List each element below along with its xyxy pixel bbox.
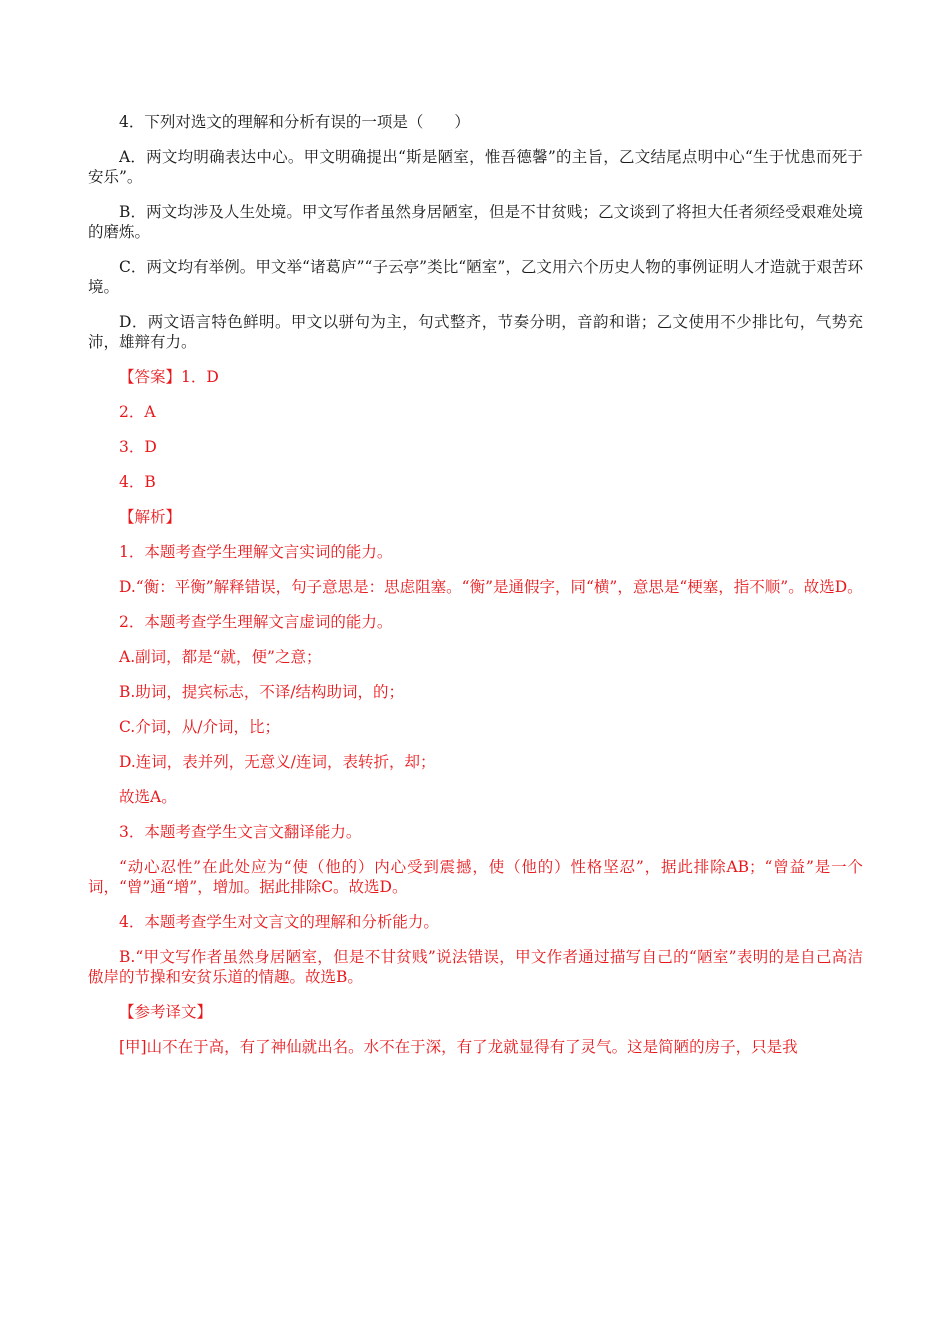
analysis-line: B.助词，提宾标志，不译/结构助词，的；	[119, 683, 405, 701]
answer-2: 2．A	[119, 403, 156, 421]
analysis-line: 1．本题考查学生理解文言实词的能力。	[119, 543, 393, 561]
analysis-line: 故选A。	[119, 788, 177, 806]
analysis-line: 3．本题考查学生文言文翻译能力。	[119, 823, 362, 841]
question-4-option-c: C．两文均有举例。甲文举“诸葛庐”“子云亭”类比“陋室”，乙文用六个历史人物的事例证明人才造就于艰苦环境。	[88, 258, 863, 296]
answer-label: 【答案】	[119, 368, 182, 386]
answer-line	[88, 367, 863, 387]
analysis-line: D.“衡：平衡”解释错误，句子意思是：思虑阻塞。“衡”是通假字，同“横”，意思是“梗塞，指不顺”。故选D。	[119, 578, 863, 596]
question-4-option-a: A．两文均明确表达中心。甲文明确提出“斯是陋室，惟吾德馨”的主旨，乙文结尾点明中心“生于忧患而死于安乐”。	[88, 148, 863, 186]
translation-label: 【参考译文】	[119, 1003, 213, 1021]
analysis-line: “动心忍性”在此处应为“使（他的）内心受到震撼，使（他的）性格坚忍”，据此排除AB；“曾益”是一个词，“曾”通“增”，增加。据此排除C。故选D。	[88, 858, 863, 896]
question-4-option-d: D．两文语言特色鲜明。甲文以骈句为主，句式整齐，节奏分明，音韵和谐；乙文使用不少排比句，气势充沛，雄辩有力。	[88, 313, 863, 351]
answer-3: 3．D	[119, 438, 157, 456]
question-4-option-b: B．两文均涉及人生处境。甲文写作者虽然身居陋室，但是不甘贫贱；乙文谈到了将担大任者须经受艰难处境的磨炼。	[88, 203, 863, 241]
document-body	[88, 112, 863, 1072]
answer-4: 4．B	[119, 473, 156, 491]
question-4-stem: 4．下列对选文的理解和分析有误的一项是（ ）	[119, 113, 470, 131]
analysis-line: C.介词，从/介词，比；	[119, 718, 280, 736]
analysis-label: 【解析】	[119, 508, 182, 526]
analysis-line: A.副词，都是“就，便”之意；	[119, 648, 322, 666]
analysis-line: 2．本题考查学生理解文言虚词的能力。	[119, 613, 393, 631]
translation-line: [甲]山不在于高，有了神仙就出名。水不在于深，有了龙就显得有了灵气。这是简陋的房子，只是我	[119, 1038, 798, 1056]
analysis-line: B.“甲文写作者虽然身居陋室，但是不甘贫贱”说法错误，甲文作者通过描写自己的“陋室”表明的是自己高洁傲岸的节操和安贫乐道的情趣。故选B。	[88, 948, 863, 986]
answer-1: 1．D	[181, 368, 219, 386]
analysis-line: D.连词，表并列，无意义/连词，表转折，却；	[119, 753, 436, 771]
analysis-line: 4．本题考查学生对文言文的理解和分析能力。	[119, 913, 439, 931]
